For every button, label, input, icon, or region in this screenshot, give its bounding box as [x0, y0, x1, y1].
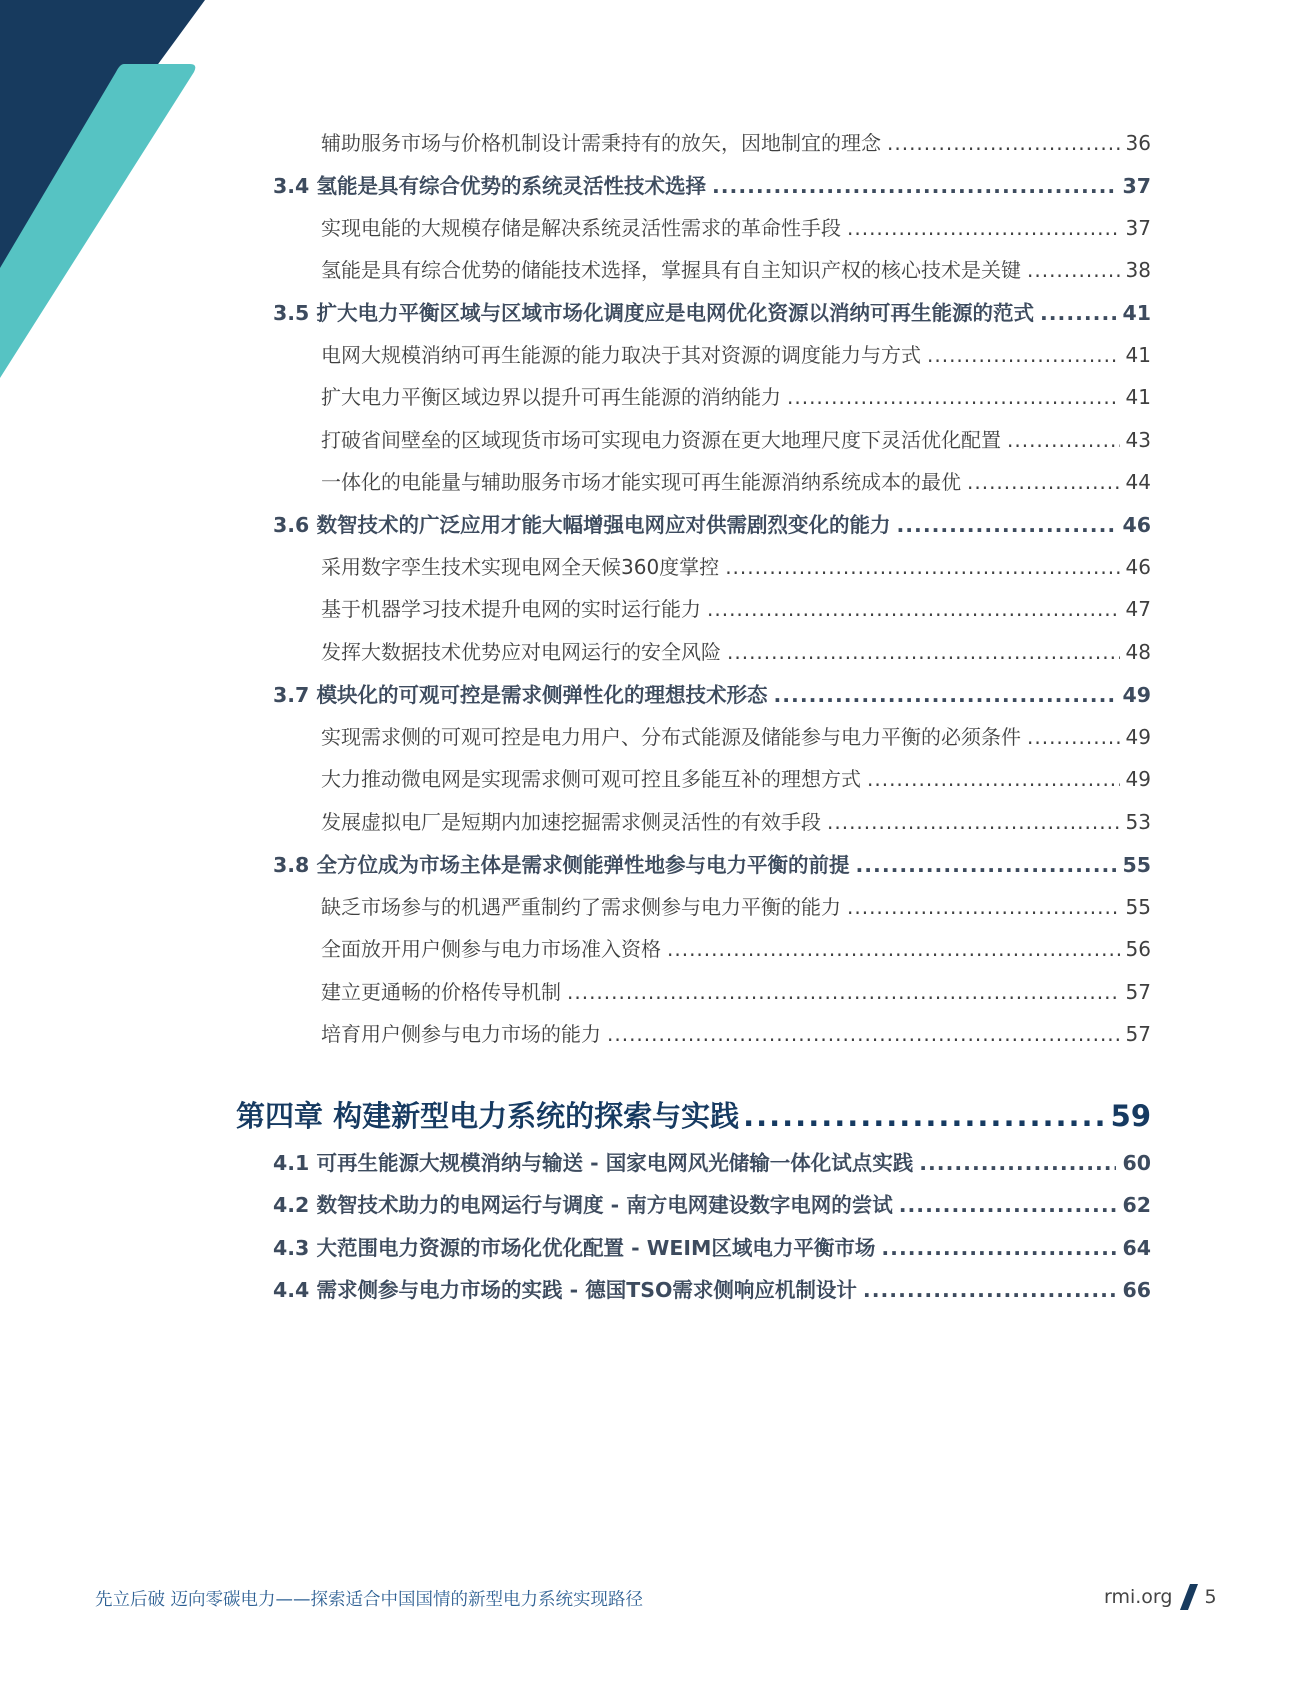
toc-entry-page: 36	[1125, 131, 1151, 155]
dot-leader	[867, 767, 1120, 791]
toc-entry-page: 57	[1125, 1022, 1151, 1046]
toc-entry-title: 3.6 数智技术的广泛应用才能大幅增强电网应对供需剧烈变化的能力	[273, 513, 891, 537]
footer-site-link[interactable]: rmi.org	[1104, 1586, 1173, 1608]
toc-entry-title: 缺乏市场参与的机遇严重制约了需求侧参与电力平衡的能力	[321, 895, 841, 919]
toc-entry[interactable]	[321, 721, 1151, 750]
toc-entry[interactable]	[321, 466, 1151, 495]
dot-leader	[887, 131, 1120, 155]
toc-entry-page: 37	[1122, 174, 1151, 198]
toc-entry-page: 57	[1125, 980, 1151, 1004]
toc-entry[interactable]	[273, 1146, 1151, 1176]
toc-entry[interactable]	[321, 636, 1151, 665]
toc-entry-title: 发展虚拟电厂是短期内加速挖掘需求侧灵活性的有效手段	[321, 810, 821, 834]
toc-entry-title: 全面放开用户侧参与电力市场准入资格	[321, 937, 661, 961]
footer-report-title: 先立后破 迈向零碳电力——探索适合中国国情的新型电力系统实现路径	[95, 1590, 644, 1610]
toc-entry[interactable]	[273, 296, 1151, 326]
dot-leader	[1007, 428, 1120, 452]
toc-entry[interactable]	[321, 254, 1151, 283]
toc-entry-title: 扩大电力平衡区域边界以提升可再生能源的消纳能力	[321, 385, 781, 409]
toc-chapter-entry[interactable]	[236, 1094, 1151, 1135]
slash-divider-icon	[1180, 1584, 1198, 1610]
dot-leader	[863, 1278, 1117, 1302]
dot-leader	[919, 1151, 1116, 1175]
dot-leader	[607, 1022, 1120, 1046]
dot-leader	[899, 1193, 1117, 1217]
toc-entry-page: 41	[1125, 385, 1151, 409]
toc-entry-page: 60	[1122, 1151, 1151, 1175]
toc-entry-title: 3.5 扩大电力平衡区域与区域市场化调度应是电网优化资源以消纳可再生能源的范式	[273, 301, 1034, 325]
toc-entry[interactable]	[321, 806, 1151, 835]
toc-entry-page: 48	[1125, 640, 1151, 664]
footer-right	[1104, 1584, 1217, 1610]
toc-entry-title: 实现需求侧的可观可控是电力用户、分布式能源及储能参与电力平衡的必须条件	[321, 725, 1021, 749]
dot-leader	[1027, 258, 1120, 282]
toc-entry[interactable]	[321, 933, 1151, 962]
toc-entry-page: 55	[1125, 895, 1151, 919]
toc-entry-title: 辅助服务市场与价格机制设计需秉持有的放矢，因地制宜的理念	[321, 131, 881, 155]
toc-entry[interactable]	[321, 1018, 1151, 1047]
toc-entry[interactable]	[273, 1231, 1151, 1261]
toc-entry[interactable]	[321, 976, 1151, 1005]
toc-entry[interactable]	[273, 169, 1151, 199]
toc-entry-title: 采用数字孪生技术实现电网全天候360度掌控	[321, 555, 720, 579]
toc-entry[interactable]	[321, 127, 1151, 156]
toc-entry[interactable]	[321, 424, 1151, 453]
dot-leader	[967, 470, 1120, 494]
dot-leader	[896, 513, 1116, 537]
toc-entry-title: 实现电能的大规模存储是解决系统灵活性需求的革命性手段	[321, 216, 841, 240]
toc-entry-page: 64	[1122, 1236, 1151, 1260]
dot-leader	[667, 937, 1120, 961]
toc-entry-page: 46	[1125, 555, 1151, 579]
toc-entry-title: 4.3 大范围电力资源的市场化优化配置 - WEIM区域电力平衡市场	[273, 1236, 876, 1260]
toc-entry-title: 3.7 模块化的可观可控是需求侧弹性化的理想技术形态	[273, 683, 768, 707]
toc-entry-page: 38	[1125, 258, 1151, 282]
toc-entry-title: 第四章 构建新型电力系统的探索与实践	[236, 1099, 740, 1133]
toc-entry-page: 53	[1125, 810, 1151, 834]
toc-entry[interactable]	[321, 593, 1151, 622]
footer-page-number: 5	[1204, 1586, 1217, 1608]
toc-entry-page: 56	[1125, 937, 1151, 961]
dot-leader	[847, 216, 1120, 240]
toc-entry-page: 66	[1122, 1278, 1151, 1302]
dot-leader	[707, 597, 1120, 621]
toc-entry-title: 基于机器学习技术提升电网的实时运行能力	[321, 597, 701, 621]
toc-entry-page: 62	[1122, 1193, 1151, 1217]
toc-entry-page: 37	[1125, 216, 1151, 240]
toc-entry-page: 46	[1122, 513, 1151, 537]
toc-entry-page: 49	[1125, 725, 1151, 749]
toc-entry-title: 3.4 氢能是具有综合优势的系统灵活性技术选择	[273, 174, 706, 198]
toc-entry-title: 氢能是具有综合优势的储能技术选择，掌握具有自主知识产权的核心技术是关键	[321, 258, 1021, 282]
dot-leader	[827, 810, 1120, 834]
dot-leader	[881, 1236, 1116, 1260]
toc-entry-page: 49	[1125, 767, 1151, 791]
dot-leader	[567, 980, 1120, 1004]
toc-entry-page: 49	[1122, 683, 1151, 707]
toc-entry[interactable]	[321, 212, 1151, 241]
toc-entry-title: 电网大规模消纳可再生能源的能力取决于其对资源的调度能力与方式	[321, 343, 921, 367]
toc-entry[interactable]	[321, 339, 1151, 368]
toc-entry[interactable]	[273, 678, 1151, 708]
dot-leader	[1040, 301, 1117, 325]
dot-leader	[712, 174, 1117, 198]
toc-entry[interactable]	[321, 381, 1151, 410]
dot-leader	[855, 853, 1116, 877]
dot-leader	[773, 683, 1116, 707]
toc-entry[interactable]	[321, 891, 1151, 920]
toc-entry-title: 发挥大数据技术优势应对电网运行的安全风险	[321, 640, 721, 664]
toc-entry-page: 41	[1122, 301, 1151, 325]
dot-leader	[927, 343, 1120, 367]
toc-entry-title: 4.4 需求侧参与电力市场的实践 - 德国TSO需求侧响应机制设计	[273, 1278, 857, 1302]
toc-entry-title: 3.8 全方位成为市场主体是需求侧能弹性地参与电力平衡的前提	[273, 853, 850, 877]
toc-entry-title: 打破省间壁垒的区域现货市场可实现电力资源在更大地理尺度下灵活优化配置	[321, 428, 1001, 452]
corner-decoration	[0, 0, 220, 400]
toc-entry-page: 43	[1125, 428, 1151, 452]
toc-entry[interactable]	[273, 1273, 1151, 1303]
toc-entry-page: 47	[1125, 597, 1151, 621]
toc-entry[interactable]	[273, 508, 1151, 538]
toc-entry-page: 59	[1110, 1099, 1151, 1133]
dot-leader	[1027, 725, 1120, 749]
dot-leader	[743, 1099, 1107, 1133]
dot-leader	[727, 640, 1120, 664]
toc-entry-page: 44	[1125, 470, 1151, 494]
toc-entry[interactable]	[321, 763, 1151, 792]
toc-entry-title: 建立更通畅的价格传导机制	[321, 980, 561, 1004]
toc-entry[interactable]	[273, 1188, 1151, 1218]
toc-entry-title: 大力推动微电网是实现需求侧可观可控且多能互补的理想方式	[321, 767, 861, 791]
dot-leader	[725, 555, 1119, 579]
toc-entry-title: 4.1 可再生能源大规模消纳与输送 - 国家电网风光储输一体化试点实践	[273, 1151, 914, 1175]
toc-entry[interactable]	[321, 551, 1151, 580]
dot-leader	[847, 895, 1120, 919]
toc-entry-title: 一体化的电能量与辅助服务市场才能实现可再生能源消纳系统成本的最优	[321, 470, 961, 494]
toc-entry[interactable]	[273, 848, 1151, 878]
dot-leader	[787, 385, 1120, 409]
toc-entry-title: 4.2 数智技术助力的电网运行与调度 - 南方电网建设数字电网的尝试	[273, 1193, 893, 1217]
toc-entry-page: 41	[1125, 343, 1151, 367]
toc-entry-page: 55	[1122, 853, 1151, 877]
toc-entry-title: 培育用户侧参与电力市场的能力	[321, 1022, 601, 1046]
